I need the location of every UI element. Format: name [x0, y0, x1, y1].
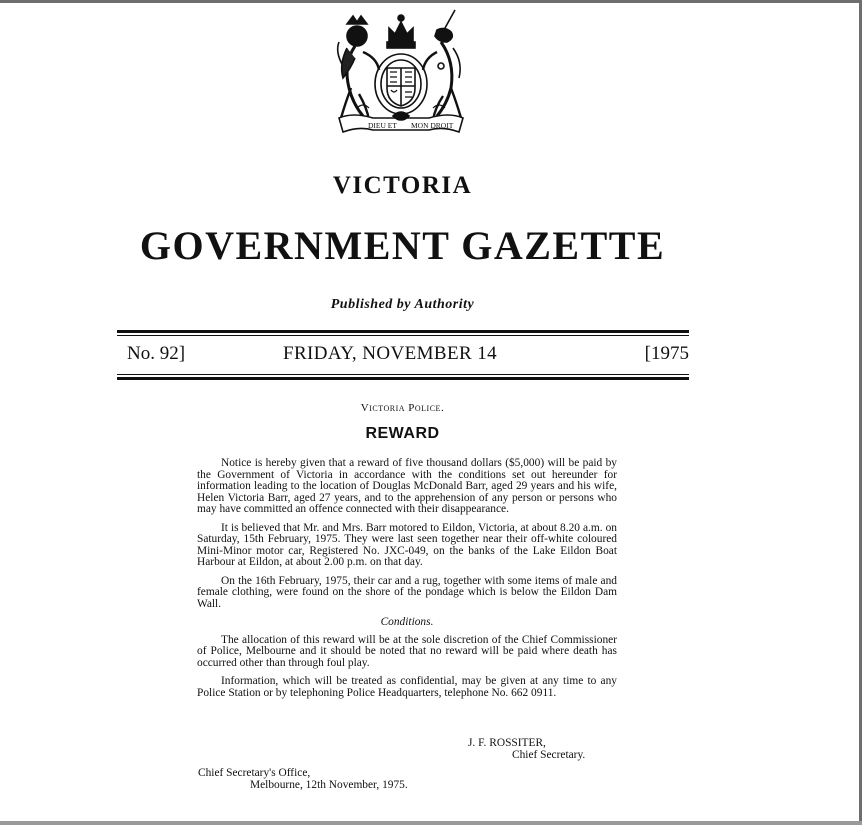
place-date: Melbourne, 12th November, 1975. [250, 779, 408, 791]
issue-number: No. 92] [127, 343, 186, 364]
notice-paragraph: It is believed that Mr. and Mrs. Barr motored to Eildon, Victoria, at about 8.20 a.m. on Saturday, 15th February, 1975. They were last seen together near their off-white coloured Mini-Minor motor car, Registered No. JXC-049, on the banks of the Lake Eildon Boat Harbour at Eildon, at about 2.00 p.m. on that day. [197, 521, 617, 568]
motto-left: DIEU ET [368, 121, 397, 130]
condition-paragraph: The allocation of this reward will be at the sole discretion of the Chief Commissioner of Police, Melbourne and it should be noted that no reward will be paid where death has occurred other than through foul play. [197, 633, 617, 669]
masthead-rule-bottom-thin [117, 374, 689, 375]
window-bottom-border [0, 821, 862, 825]
notice-paragraph: Notice is hereby given that a reward of five thousand dollars ($5,000) will be paid by the Government of Victoria in accordance with the conditions set out hereunder for information leading to the location of Douglas McDonald Barr, aged 29 years and his wife, Helen Victoria Barr, aged 27 years, and to the apprehension of any person or persons who may have committed an offence connected with their disappearance. [197, 457, 617, 515]
issue-date: FRIDAY, NOVEMBER 14 [283, 343, 498, 364]
masthead-authority: Published by Authority [330, 297, 475, 312]
masthead-rule-top-thin [117, 335, 689, 336]
notice-body [197, 458, 617, 706]
condition-paragraph: Information, which will be treated as confidential, may be given at any time to any Police Station or by telephoning Police Headquarters, telephone No. 662 0911. [197, 675, 617, 699]
issue-line [127, 343, 689, 371]
motto-right: MON DROIT [411, 121, 454, 130]
signatory-name: J. F. ROSSITER, [468, 737, 546, 749]
signatory-title: Chief Secretary. [512, 749, 586, 761]
section-label: Victoria Police. [360, 402, 445, 414]
office-name: Chief Secretary's Office, [198, 767, 311, 779]
notice-heading: REWARD [365, 425, 440, 442]
conditions-heading: Conditions. [380, 616, 434, 628]
notice-paragraph: On the 16th February, 1975, their car and a rug, together with some items of male and female clothing, were found on the shore of the pondage which is below the Eildon Dam Wall. [197, 574, 617, 610]
royal-coat-of-arms-icon [333, 8, 469, 136]
window-top-border [0, 0, 862, 3]
masthead-rule-top [117, 330, 689, 333]
masthead-rule-bottom [117, 377, 689, 380]
masthead-state: VICTORIA [332, 172, 473, 199]
office-block [198, 767, 408, 791]
notice-section [0, 402, 805, 414]
issue-year: [1975 [644, 343, 689, 364]
masthead-title: GOVERNMENT GAZETTE [139, 223, 666, 268]
signature-block [468, 737, 585, 761]
